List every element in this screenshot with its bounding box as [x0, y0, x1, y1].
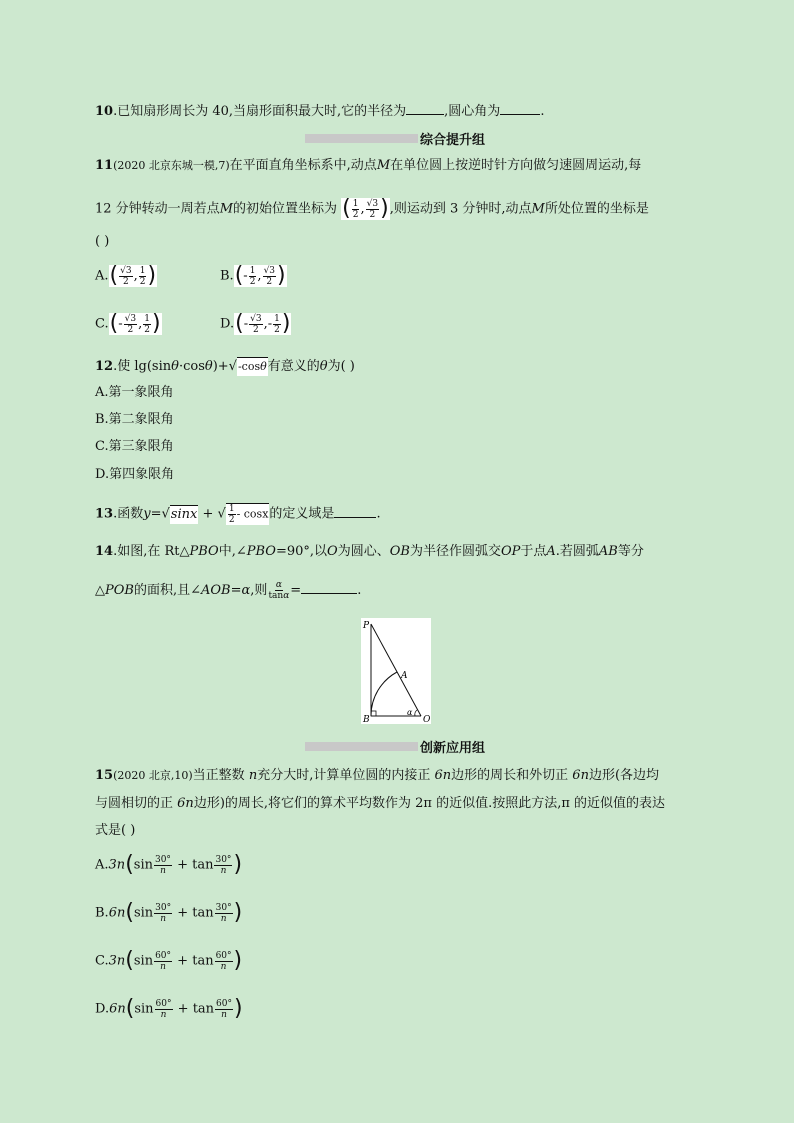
- question-12: 12.使 lg(sinθ·cosθ)+√-cosθ有意义的θ为( ): [95, 359, 355, 374]
- triangle-figure: [361, 618, 431, 724]
- option-b[interactable]: B.(- $\frac{1}{2}$ , $\frac{√3}{2}$ ): [220, 263, 286, 288]
- option-a[interactable]: A.( $\frac{√3}{2}$ , $\frac{1}{2}$ ): [95, 263, 157, 288]
- option-a[interactable]: A.3n(sin $\frac{30^\circ}{n}$ + tan $\frac{30^\circ}{n}$ ): [95, 852, 243, 877]
- option-b[interactable]: B.第二象限角: [95, 412, 174, 427]
- section-header: [305, 131, 486, 148]
- answer-paren[interactable]: ( ): [95, 234, 110, 249]
- label-p: P: [363, 621, 370, 631]
- question-15: 15(2020 北京,10)当正整数 n充分大时,计算单位圆的内接正 6n边形的周长和外切正 6n边形(各边均: [95, 768, 660, 783]
- question-14: 14.如图,在 Rt△PBO中,∠PBO=90°,以O为圆心、OB为半径作圆弧交OP于点A.若圆弧AB等分: [95, 544, 644, 559]
- question-15-line2: 与圆相切的正 6n边形)的周长,将它们的算术平均数作为 2π 的近似值.按照此方法,π 的近似值的表达: [95, 796, 666, 811]
- section-title: 创新应用组: [420, 740, 486, 756]
- option-d[interactable]: D.(- $\frac{√3}{2}$ ,- $\frac{1}{2}$ ): [220, 311, 291, 336]
- right-angle-mark: [371, 711, 376, 716]
- option-c[interactable]: C.(- $\frac{√3}{2}$ , $\frac{1}{2}$ ): [95, 311, 161, 336]
- answer-blank[interactable]: [406, 102, 444, 115]
- initial-coordinate: ( $\frac{1}{2}$ , $\frac{√3}{2}$ ): [342, 196, 389, 221]
- option-c[interactable]: C.第三象限角: [95, 439, 174, 454]
- question-10: 10.已知扇形周长为 40,当扇形面积最大时,它的半径为 ,圆心角为 .: [95, 104, 545, 119]
- question-11-line2: 12 分钟转动一周若点M的初始位置坐标为 ( $\frac{1}{2}$ , $\frac{√3}{2}$ ),则运动到 3 分钟时,动点M所处位置的坐标是: [95, 196, 649, 221]
- label-b: B: [363, 715, 370, 724]
- section-bar: [305, 134, 418, 143]
- answer-blank[interactable]: [301, 581, 357, 594]
- answer-blank[interactable]: [500, 102, 540, 115]
- arc-ab: [371, 672, 397, 716]
- section-title: 综合提升组: [420, 132, 486, 148]
- angle-alpha-mark: [415, 710, 417, 716]
- segment-po: [371, 624, 421, 716]
- question-13: 13.函数y=√sinx + √ $\frac{1}{2}$ - cosx的定义域是 .: [95, 504, 381, 525]
- option-b[interactable]: B.6n(sin $\frac{30^\circ}{n}$ + tan $\frac{30^\circ}{n}$ ): [95, 900, 243, 925]
- option-a[interactable]: A.第一象限角: [95, 385, 174, 400]
- question-15-line3: 式是( ): [95, 823, 136, 838]
- section-bar: [305, 742, 418, 751]
- section-header: [305, 739, 486, 756]
- option-c[interactable]: C.3n(sin $\frac{60^\circ}{n}$ + tan $\frac{60^\circ}{n}$ ): [95, 948, 243, 973]
- option-d[interactable]: D.第四象限角: [95, 467, 175, 482]
- option-d[interactable]: D.6n(sin $\frac{60^\circ}{n}$ + tan $\frac{60^\circ}{n}$ ): [95, 996, 243, 1021]
- question-11: 11(2020 北京东城一模,7)在平面直角坐标系中,动点M在单位圆上按逆时针方向做匀速圆周运动,每: [95, 158, 642, 173]
- question-14-line2: △POB的面积,且∠AOB=α,则 $\frac{\alpha}{\tan\alpha}$ = .: [95, 580, 362, 601]
- answer-blank[interactable]: [334, 505, 376, 518]
- label-a: A: [401, 671, 408, 681]
- label-alpha: α: [407, 708, 413, 717]
- label-o: O: [423, 715, 431, 724]
